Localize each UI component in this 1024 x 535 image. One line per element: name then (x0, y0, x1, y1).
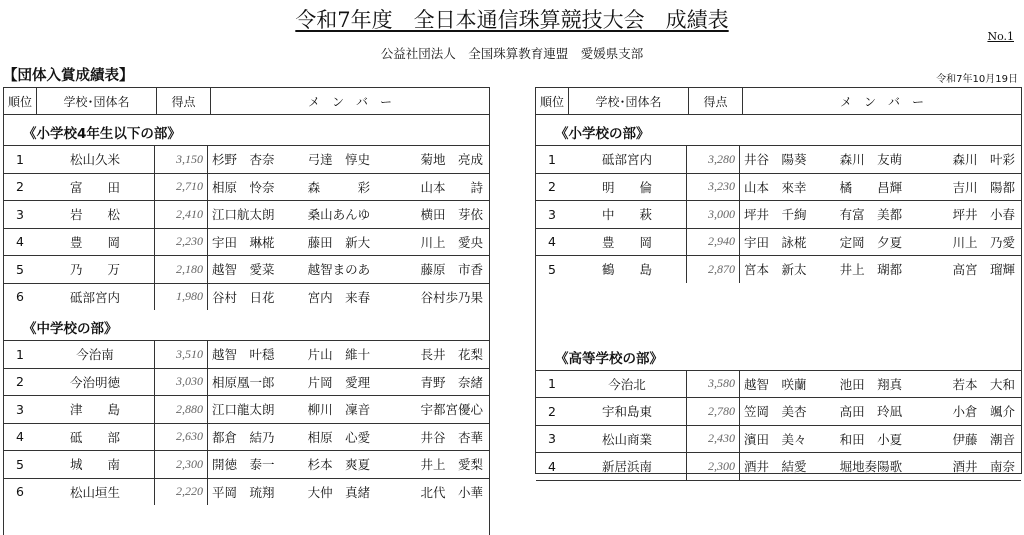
table-row (4, 255, 489, 283)
header-school: 学校･団体名 (37, 88, 157, 114)
rank-cell: 1 (16, 151, 24, 167)
school-cell: 乃 万 (36, 256, 155, 283)
member-3: 若本 大和 (952, 376, 1016, 392)
table-heading: 【団体入賞成績表】 (3, 68, 134, 84)
members-cell (208, 229, 489, 256)
school-cell: 砥 部 (36, 424, 155, 451)
table-row (4, 173, 489, 201)
rank-cell: 6 (16, 484, 24, 500)
score-cell: 3,150 (155, 146, 208, 173)
members-cell (740, 256, 1021, 283)
school-cell: 豊 岡 (568, 229, 687, 256)
table-row (4, 368, 489, 396)
rank-cell: 4 (548, 458, 556, 474)
rank-cell: 5 (16, 456, 24, 472)
rank-cell: 1 (548, 376, 556, 392)
members-cell (208, 341, 489, 368)
member-1: 都倉 結乃 (212, 429, 275, 445)
school-cell: 富 田 (36, 174, 155, 201)
score-cell: 2,180 (155, 256, 208, 283)
member-3: 長井 花梨 (420, 347, 484, 363)
member-2: 有富 美都 (839, 207, 903, 223)
members-cell (740, 371, 1021, 398)
members-cell (208, 146, 489, 173)
member-2: 定岡 夕夏 (839, 234, 903, 250)
score-cell: 2,780 (687, 398, 740, 425)
member-3: 井上 愛梨 (420, 457, 484, 473)
member-3: 川上 乃愛 (952, 234, 1016, 250)
school-cell: 今治北 (568, 371, 687, 398)
members-cell (740, 229, 1021, 256)
member-1: 相原 怜奈 (212, 179, 275, 195)
member-2: 片岡 愛理 (307, 374, 371, 390)
score-cell: 2,220 (155, 479, 208, 506)
left-results-table (3, 87, 490, 535)
member-3: 酒井 南奈 (952, 459, 1016, 475)
table-row (4, 228, 489, 256)
rank-cell: 2 (16, 374, 24, 390)
members-cell (740, 426, 1021, 453)
score-cell: 3,230 (687, 174, 740, 201)
members-cell (208, 284, 489, 311)
table-row (536, 452, 1021, 481)
score-cell: 2,430 (687, 426, 740, 453)
header-members: メ ン バ ー (307, 94, 392, 109)
members-cell (208, 479, 489, 506)
school-cell: 今治明徳 (36, 369, 155, 396)
date: 令和7年10月19日 (936, 74, 1018, 85)
table-row (4, 340, 489, 368)
member-3: 菊地 亮成 (420, 152, 484, 168)
member-1: 平岡 琉翔 (212, 484, 275, 500)
member-3: 川上 愛央 (420, 234, 484, 250)
members-cell (208, 451, 489, 478)
rank-cell: 3 (548, 431, 556, 447)
member-1: 宇田 琳椛 (212, 234, 275, 250)
member-3: 高宮 瑠輝 (952, 262, 1016, 278)
member-2: 片山 維十 (307, 347, 371, 363)
school-cell: 中 萩 (568, 201, 687, 228)
score-cell: 2,300 (687, 453, 740, 480)
right-results-table (535, 87, 1022, 474)
section-title: 《中学校の部》 (23, 321, 118, 337)
rank-cell: 2 (548, 403, 556, 419)
school-cell: 城 南 (36, 451, 155, 478)
member-1: 宮本 新太 (744, 262, 807, 278)
section-title: 《小学校の部》 (555, 126, 650, 142)
rank-cell: 4 (16, 234, 24, 250)
score-cell: 2,870 (687, 256, 740, 283)
member-3: 坪井 小春 (952, 207, 1016, 223)
member-1: 相原凰一郎 (212, 374, 275, 390)
member-1: 杉野 杏奈 (212, 152, 275, 168)
member-3: 吉川 陽都 (952, 179, 1016, 195)
school-cell: 宇和島東 (568, 398, 687, 425)
table-header (536, 88, 1021, 115)
rank-cell: 3 (548, 206, 556, 222)
member-2: 桑山あんゆ (307, 207, 371, 223)
table-row (536, 200, 1021, 228)
member-2: 柳川 凜音 (307, 402, 371, 418)
member-2: 宮内 来春 (307, 289, 371, 305)
rank-cell: 1 (548, 151, 556, 167)
member-3: 宇都宮優心 (420, 402, 484, 418)
members-cell (740, 174, 1021, 201)
member-1: 宇田 詠椛 (744, 234, 807, 250)
rank-cell: 4 (548, 234, 556, 250)
member-2: 井上 瑚都 (839, 262, 903, 278)
members-cell (740, 146, 1021, 173)
rank-cell: 5 (548, 261, 556, 277)
member-2: 杉本 爽夏 (307, 457, 371, 473)
members-cell (208, 256, 489, 283)
member-3: 谷村歩乃果 (420, 289, 484, 305)
table-row (4, 423, 489, 451)
member-3: 森川 叶彩 (952, 152, 1016, 168)
member-3: 青野 奈緒 (420, 374, 484, 390)
header-rank: 順位 (4, 88, 37, 114)
members-cell (208, 424, 489, 451)
member-2: 越智まのあ (307, 262, 371, 278)
school-cell: 砥部宮内 (36, 284, 155, 311)
school-cell: 松山商業 (568, 426, 687, 453)
member-3: 横田 芽依 (420, 207, 484, 223)
rank-cell: 3 (16, 206, 24, 222)
score-cell: 2,880 (155, 396, 208, 423)
rank-cell: 4 (16, 429, 24, 445)
member-1: 井谷 陽葵 (744, 152, 807, 168)
member-1: 濱田 美々 (744, 431, 807, 447)
table-row (536, 255, 1021, 283)
section-title: 《小学校4年生以下の部》 (23, 126, 181, 142)
members-cell (740, 453, 1021, 480)
document-title (0, 4, 1024, 34)
member-3: 藤原 市香 (420, 262, 484, 278)
member-1: 江口龍太朗 (212, 402, 275, 418)
member-2: 森 彩 (307, 179, 371, 195)
member-1: 笠岡 美杏 (744, 404, 807, 420)
section-title: 《高等学校の部》 (555, 350, 663, 367)
table-row (4, 450, 489, 478)
rank-cell: 5 (16, 261, 24, 277)
table-row (4, 478, 489, 506)
member-1: 山本 來幸 (744, 179, 807, 195)
member-2: 和田 小夏 (839, 431, 903, 447)
member-2: 大仲 真緒 (307, 484, 371, 500)
school-cell: 岩 松 (36, 201, 155, 228)
member-3: 井谷 杏華 (420, 429, 484, 445)
header-rank: 順位 (536, 88, 569, 114)
member-1: 越智 咲蘭 (744, 376, 807, 392)
member-2: 藤田 新大 (307, 234, 371, 250)
member-2: 弓達 惇史 (307, 152, 371, 168)
score-cell: 2,410 (155, 201, 208, 228)
school-cell: 松山久米 (36, 146, 155, 173)
member-1: 越智 愛菜 (212, 262, 275, 278)
table-row (4, 145, 489, 173)
document-title-text: 令和7年度 全日本通信珠算競技大会 成績表 (295, 8, 729, 32)
member-1: 谷村 日花 (212, 289, 275, 305)
member-1: 越智 叶穏 (212, 347, 275, 363)
member-1: 坪井 千絢 (744, 207, 807, 223)
member-2: 森川 友萌 (839, 152, 903, 168)
score-cell: 3,030 (155, 369, 208, 396)
member-3: 小倉 颯介 (952, 404, 1016, 420)
rank-cell: 2 (16, 179, 24, 195)
school-cell: 今治南 (36, 341, 155, 368)
score-cell: 3,280 (687, 146, 740, 173)
member-2: 相原 心愛 (307, 429, 371, 445)
members-cell (208, 174, 489, 201)
member-1: 酒井 結愛 (744, 459, 807, 475)
table-row (4, 200, 489, 228)
member-3: 山本 詩 (420, 179, 484, 195)
table-row (536, 228, 1021, 256)
table-row (4, 395, 489, 423)
school-cell: 砥部宮内 (568, 146, 687, 173)
score-cell: 2,710 (155, 174, 208, 201)
school-cell: 松山垣生 (36, 479, 155, 506)
header-score: 得点 (689, 88, 743, 114)
score-cell: 2,230 (155, 229, 208, 256)
rank-cell: 1 (16, 346, 24, 362)
members-cell (208, 396, 489, 423)
member-2: 高田 玲凪 (839, 404, 903, 420)
header-members: メ ン バ ー (839, 94, 924, 109)
table-row (536, 370, 1021, 398)
table-header (4, 88, 489, 115)
rank-cell: 3 (16, 401, 24, 417)
members-cell (208, 369, 489, 396)
member-1: 江口航太朗 (212, 207, 275, 223)
score-cell: 3,510 (155, 341, 208, 368)
member-3: 伊藤 潮音 (952, 431, 1016, 447)
rank-cell: 6 (16, 289, 24, 305)
score-cell: 3,000 (687, 201, 740, 228)
rank-cell: 2 (548, 179, 556, 195)
members-cell (208, 201, 489, 228)
header-school: 学校･団体名 (569, 88, 689, 114)
header-score: 得点 (157, 88, 211, 114)
school-cell: 明 倫 (568, 174, 687, 201)
table-row (536, 173, 1021, 201)
score-cell: 1,980 (155, 284, 208, 311)
member-2: 池田 翔真 (839, 376, 903, 392)
table-row (4, 283, 489, 311)
school-cell: 豊 岡 (36, 229, 155, 256)
member-2: 橘 昌輝 (839, 179, 903, 195)
member-3: 北代 小華 (420, 484, 484, 500)
table-row (536, 425, 1021, 453)
members-cell (740, 201, 1021, 228)
member-1: 開徳 泰一 (212, 457, 275, 473)
score-cell: 2,940 (687, 229, 740, 256)
school-cell: 津 島 (36, 396, 155, 423)
score-cell: 3,580 (687, 371, 740, 398)
school-cell: 新居浜南 (568, 453, 687, 480)
members-cell (740, 398, 1021, 425)
score-cell: 2,630 (155, 424, 208, 451)
organizer: 公益社団法人 全国珠算教育連盟 愛媛県支部 (380, 46, 644, 61)
member-2: 堀地奏陽歌 (839, 459, 903, 475)
table-row (536, 145, 1021, 173)
document-number: No.1 (987, 30, 1014, 43)
score-cell: 2,300 (155, 451, 208, 478)
table-row (536, 397, 1021, 425)
school-cell: 鶴 島 (568, 256, 687, 283)
